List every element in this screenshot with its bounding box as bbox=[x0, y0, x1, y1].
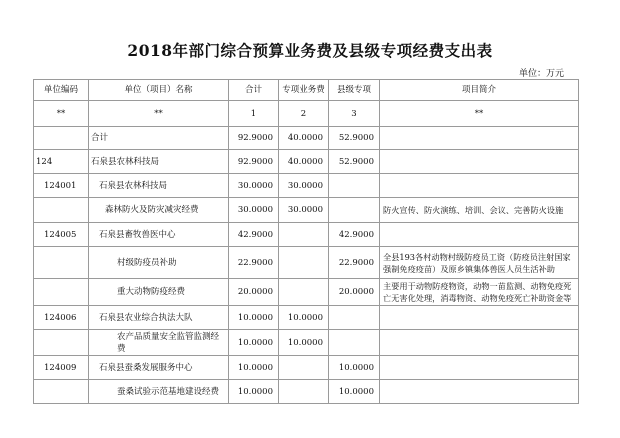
desc-cell: 主要用于动物防疫物资，动物一苗监测、动物免疫死亡无害化处理，消毒物资、动物免疫死亡补助资金等 bbox=[380, 279, 579, 306]
code-cell bbox=[34, 279, 89, 306]
total-cell: 22.9000 bbox=[229, 247, 279, 279]
page-title: 2018年部门综合预算业务费及县级专项经费支出表 bbox=[127, 41, 493, 60]
code-cell: 124006 bbox=[34, 306, 89, 330]
header-business: 专项业务费 bbox=[279, 80, 329, 101]
desc-cell bbox=[380, 356, 579, 380]
business-cell bbox=[279, 247, 329, 279]
business-cell: 40.0000 bbox=[279, 127, 329, 150]
unit-label: 单位：万元 bbox=[518, 69, 564, 79]
desc-cell bbox=[380, 174, 579, 198]
name-cell: 重大动物防疫经费 bbox=[89, 279, 229, 306]
county-cell bbox=[329, 174, 380, 198]
total-cell: 42.9000 bbox=[229, 223, 279, 247]
code-cell bbox=[34, 330, 89, 356]
name-cell: 村级防疫员补助 bbox=[89, 247, 229, 279]
county-cell: 10.0000 bbox=[329, 356, 380, 380]
total-cell: 92.9000 bbox=[229, 150, 279, 174]
desc-cell bbox=[380, 306, 579, 330]
index-cell: 2 bbox=[279, 101, 329, 127]
county-cell: 52.9000 bbox=[329, 150, 380, 174]
county-cell bbox=[329, 330, 380, 356]
header-row bbox=[34, 80, 579, 101]
header-total: 合计 bbox=[229, 80, 279, 101]
total-cell: 20.0000 bbox=[229, 279, 279, 306]
total-cell: 92.9000 bbox=[229, 127, 279, 150]
table-row bbox=[34, 223, 579, 247]
table-row bbox=[34, 306, 579, 330]
code-cell bbox=[34, 198, 89, 223]
code-cell bbox=[34, 127, 89, 150]
total-cell: 10.0000 bbox=[229, 380, 279, 404]
header-county: 县级专项 bbox=[329, 80, 380, 101]
name-cell: 合计 bbox=[89, 127, 229, 150]
county-cell: 22.9000 bbox=[329, 247, 380, 279]
name-cell: 石泉县农林科技局 bbox=[89, 150, 229, 174]
total-cell: 10.0000 bbox=[229, 306, 279, 330]
business-cell: 30.0000 bbox=[279, 198, 329, 223]
name-cell: 石泉县农业综合执法大队 bbox=[89, 306, 229, 330]
table-row bbox=[34, 127, 579, 150]
desc-cell: 全县193各村动物村级防疫员工资（防疫员注射国家强制免疫疫苗）及原乡镇集体兽医人员生活补助 bbox=[380, 247, 579, 279]
table-row bbox=[34, 247, 579, 279]
table-row bbox=[34, 174, 579, 198]
desc-cell bbox=[380, 223, 579, 247]
business-cell: 30.0000 bbox=[279, 174, 329, 198]
business-cell bbox=[279, 356, 329, 380]
table-row bbox=[34, 198, 579, 223]
expense-table bbox=[33, 79, 579, 404]
desc-cell bbox=[380, 330, 579, 356]
table-row bbox=[34, 150, 579, 174]
name-cell: 石泉县农林科技局 bbox=[89, 174, 229, 198]
index-cell: ** bbox=[89, 101, 229, 127]
desc-cell bbox=[380, 150, 579, 174]
total-cell: 30.0000 bbox=[229, 198, 279, 223]
county-cell bbox=[329, 198, 380, 223]
code-cell: 124 bbox=[34, 150, 89, 174]
business-cell: 40.0000 bbox=[279, 150, 329, 174]
county-cell: 42.9000 bbox=[329, 223, 380, 247]
header-desc: 项目简介 bbox=[380, 80, 579, 101]
table-row bbox=[34, 279, 579, 306]
index-row bbox=[34, 101, 579, 127]
desc-cell bbox=[380, 380, 579, 404]
county-cell: 20.0000 bbox=[329, 279, 380, 306]
name-cell: 石泉县蚕桑发展服务中心 bbox=[89, 356, 229, 380]
desc-cell: 防火宣传、防火演练、培训、会议、完善防火设施 bbox=[380, 198, 579, 223]
name-cell: 石泉县畜牧兽医中心 bbox=[89, 223, 229, 247]
county-cell: 52.9000 bbox=[329, 127, 380, 150]
table-row bbox=[34, 330, 579, 356]
code-cell: 124001 bbox=[34, 174, 89, 198]
business-cell: 10.0000 bbox=[279, 330, 329, 356]
business-cell bbox=[279, 223, 329, 247]
name-cell: 农产品质量安全监管监测经费 bbox=[89, 330, 229, 356]
table-row bbox=[34, 380, 579, 404]
header-name: 单位（项目）名称 bbox=[89, 80, 229, 101]
total-cell: 30.0000 bbox=[229, 174, 279, 198]
business-cell bbox=[279, 380, 329, 404]
name-cell: 蚕桑试验示范基地建设经费 bbox=[89, 380, 229, 404]
table-row bbox=[34, 356, 579, 380]
code-cell bbox=[34, 380, 89, 404]
index-cell: 1 bbox=[229, 101, 279, 127]
name-cell: 森林防火及防灾减灾经费 bbox=[89, 198, 229, 223]
total-cell: 10.0000 bbox=[229, 330, 279, 356]
county-cell bbox=[329, 306, 380, 330]
index-cell: ** bbox=[380, 101, 579, 127]
index-cell: 3 bbox=[329, 101, 380, 127]
business-cell: 10.0000 bbox=[279, 306, 329, 330]
code-cell: 124005 bbox=[34, 223, 89, 247]
county-cell: 10.0000 bbox=[329, 380, 380, 404]
code-cell: 124009 bbox=[34, 356, 89, 380]
index-cell: ** bbox=[34, 101, 89, 127]
total-cell: 10.0000 bbox=[229, 356, 279, 380]
code-cell bbox=[34, 247, 89, 279]
desc-cell bbox=[380, 127, 579, 150]
header-code: 单位编码 bbox=[34, 80, 89, 101]
business-cell bbox=[279, 279, 329, 306]
